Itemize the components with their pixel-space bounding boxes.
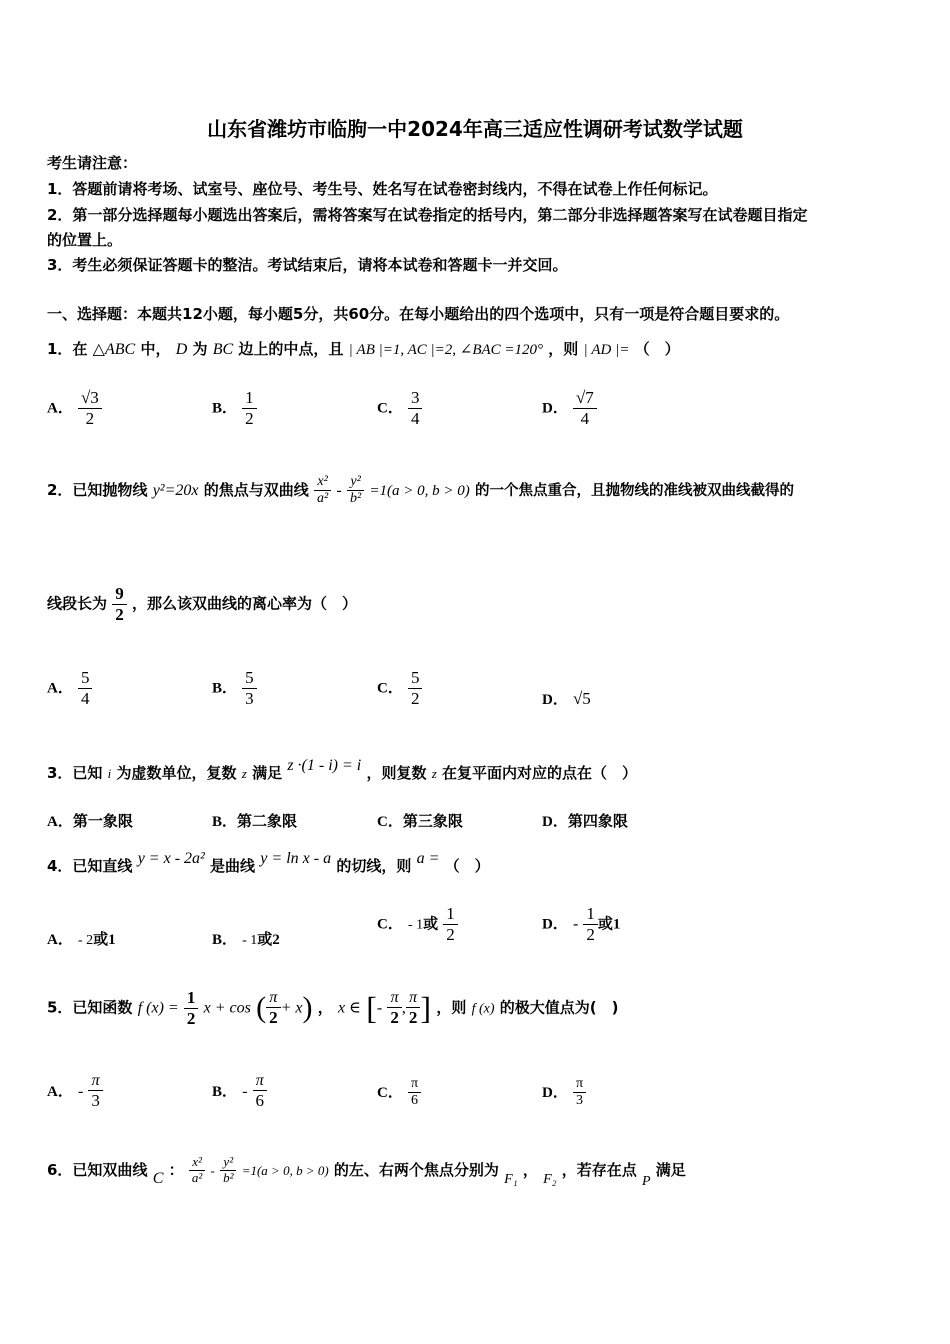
option-tail: 或1 [597, 916, 621, 933]
bracket-left-icon: [ [366, 989, 377, 1026]
option-value: √5 [572, 689, 591, 708]
q4-option-c[interactable] [377, 904, 458, 944]
q5-option-a[interactable] [47, 1072, 103, 1111]
question-5 [47, 988, 618, 1028]
comma: , [401, 999, 406, 1017]
minus: - [572, 915, 579, 933]
fraction: $\frac{√3}{2}$ [78, 388, 102, 428]
q6-f2: F₂ [543, 1171, 557, 1187]
q1-triangle: △ABC [92, 341, 136, 358]
q5-text: ，则 [436, 998, 467, 1017]
q2-text: 的一个焦点重合，且抛物线的准线被双曲线截得的 [475, 483, 794, 500]
bracket-right-icon: ] [420, 989, 432, 1026]
q3-option-c[interactable]: C．第三象限 [377, 814, 463, 830]
q5-text: ， [317, 998, 333, 1017]
q5-fx: f (x) [471, 1001, 495, 1017]
q4-option-b[interactable] [212, 928, 280, 949]
q1-text: ，则 [548, 340, 579, 358]
q5-plus-x: + x [280, 999, 303, 1017]
q2-option-d[interactable] [542, 688, 591, 709]
fraction: $\frac{\pi}{3}$ [573, 1076, 586, 1109]
q5-x-in: x ∈ [338, 999, 361, 1017]
q2-option-c[interactable] [377, 668, 422, 708]
notice-heading: 考生请注意： [47, 154, 138, 172]
q2-option-b[interactable] [212, 668, 257, 708]
q4-a-equals: a = [416, 850, 440, 867]
minus: - [210, 1162, 215, 1178]
q1-segment-bc: BC [212, 341, 234, 358]
q3-text: 为虚数单位，复数 [116, 764, 237, 782]
option-label: A． [47, 1083, 73, 1100]
question-3 [47, 757, 638, 783]
option-tail: 或 [423, 916, 439, 933]
option-value: - 1 [407, 917, 424, 933]
q4-text: 是曲线 [210, 857, 256, 875]
fraction: $\frac{1}{2}$ [583, 904, 598, 944]
fraction: $\frac{1}{2}$ [242, 388, 257, 428]
option-label: B． [212, 680, 238, 697]
paren-left-icon: ( [256, 991, 267, 1025]
notice-item-3: 3．考生必须保证答题卡的整洁。考试结束后，请将本试卷和答题卡一并交回。 [47, 256, 568, 274]
q2-text: 2．已知抛物线 [47, 481, 148, 500]
q5-text: 5．已知函数 [47, 998, 133, 1017]
q2-text: ，那么该双曲线的离心率为（ ） [131, 594, 357, 613]
q6-text: ， [522, 1160, 538, 1179]
paren-right-icon: ) [302, 991, 313, 1025]
option-label: A． [47, 932, 73, 948]
q5-option-c[interactable] [377, 1076, 421, 1109]
fraction: $\frac{\text{y²}}{\text{b²}}$ [347, 474, 364, 507]
fraction: $\frac{1}{2}$ [184, 988, 199, 1028]
fraction: $\frac{\pi}{6}$ [253, 1072, 268, 1111]
q1-number: 1．在 [47, 340, 88, 358]
q1-option-a[interactable] [47, 388, 102, 428]
q4-paren: （ ） [444, 857, 490, 875]
q3-option-d[interactable]: D．第四象限 [542, 814, 628, 830]
q4-option-a[interactable] [47, 928, 116, 949]
q3-text: 在复平面内对应的点在（ ） [442, 764, 638, 782]
fraction: $\frac{\pi}{2}$ [387, 989, 402, 1028]
q3-text: 3．已知 [47, 764, 103, 782]
q1-point-d: D [175, 341, 188, 358]
q1-text: 边上的中点，且 [238, 340, 344, 358]
q3-option-b[interactable]: B．第二象限 [212, 814, 298, 830]
q6-text: 6．已知双曲线 [47, 1160, 148, 1179]
fraction: $\frac{1}{2}$ [443, 904, 458, 944]
fraction: $\frac{\text{y²}}{\text{b²}}$ [220, 1155, 236, 1186]
question-4 [47, 850, 490, 876]
q1-text: 中， [140, 340, 171, 358]
q4-line-equation: y = x - 2a² [137, 850, 205, 867]
q3-text: 满足 [252, 764, 283, 782]
q3-option-a[interactable]: A．第一象限 [47, 814, 133, 830]
option-label: D． [542, 1085, 568, 1102]
q6-text: ： [168, 1160, 184, 1179]
q1-option-c[interactable] [377, 388, 422, 428]
option-label: C． [377, 1085, 403, 1102]
q6-point-p: P [641, 1173, 651, 1189]
option-label: B． [212, 400, 238, 417]
q5-option-d[interactable] [542, 1076, 586, 1109]
q4-option-d[interactable] [542, 904, 620, 944]
q2-text: 线段长为 [47, 594, 108, 613]
q5-fx: f (x) = [137, 999, 179, 1017]
q5-text: 的极大值点为( ) [499, 998, 619, 1017]
q6-text: 满足 [655, 1160, 686, 1179]
q3-text: ，则复数 [366, 764, 427, 782]
option-label: C． [377, 680, 403, 697]
fraction: $\frac{5}{4}$ [78, 668, 93, 708]
fraction: $\frac{\pi}{6}$ [408, 1076, 421, 1109]
q3-equation: z ·(1 - i) = i [287, 757, 362, 774]
section-heading: 一、选择题：本题共12小题，每小题5分，共60分。在每小题给出的四个选项中，只有一项是符合题目要求的。 [47, 305, 790, 323]
option-label: A． [47, 680, 73, 697]
q1-ad: | AD |= [583, 342, 630, 358]
q4-text: 的切线，则 [336, 857, 412, 875]
q2-option-a[interactable] [47, 668, 92, 708]
q3-z: z [431, 766, 437, 781]
option-value: - 1 [242, 933, 258, 948]
fraction: $\frac{\text{x²}}{\text{a²}}$ [189, 1155, 205, 1186]
q4-text: 4．已知直线 [47, 857, 133, 875]
q5-option-b[interactable] [212, 1072, 267, 1111]
fraction: $\frac{\text{x²}}{\text{a²}}$ [314, 474, 331, 507]
question-1 [47, 338, 680, 359]
option-label: C． [377, 400, 403, 417]
q2-text: 的焦点与双曲线 [203, 481, 309, 500]
minus: - [77, 1082, 84, 1100]
notice-item-1: 1．答题前请将考场、试室号、座位号、考生号、姓名写在试卷密封线内，不得在试卷上作任何标记。 [47, 180, 718, 198]
minus: - [376, 999, 383, 1017]
fraction: $\frac{√7}{4}$ [573, 388, 597, 428]
q1-condition: | AB |=1, AC |=2, ∠BAC =120° [348, 342, 544, 358]
option-label: D． [542, 916, 568, 933]
question-6 [47, 1154, 686, 1189]
fraction: $\frac{\pi}{3}$ [88, 1072, 103, 1111]
q5-cos: x + cos [203, 999, 251, 1017]
fraction: $\frac{\pi}{2}$ [406, 989, 421, 1028]
q3-z: z [241, 766, 247, 781]
option-label: B． [212, 932, 238, 948]
q6-text: ，若存在点 [561, 1160, 637, 1179]
minus: - [242, 1082, 248, 1100]
q6-curve-c: C [152, 1169, 164, 1187]
question-2 [47, 474, 794, 507]
notice-item-2-cont: 的位置上。 [47, 231, 123, 249]
option-label: A． [47, 400, 73, 417]
q6-condition: =1(a > 0, b > 0) [241, 1162, 329, 1178]
fraction: $\frac{5}{3}$ [242, 668, 257, 708]
fraction: $\frac{5}{2}$ [408, 668, 423, 708]
option-label: C． [377, 916, 403, 933]
question-2-cont [47, 584, 357, 624]
option-tail: 或1 [93, 932, 116, 948]
fraction: $\frac{3}{4}$ [408, 388, 423, 428]
option-label: D． [542, 400, 568, 417]
option-tail: 或2 [257, 932, 280, 948]
option-value: - 2 [77, 933, 94, 948]
q3-i: i [107, 766, 112, 781]
fraction: $\frac{\pi}{2}$ [266, 989, 281, 1028]
q1-paren: （ ） [634, 340, 680, 358]
q1-option-b[interactable] [212, 388, 257, 428]
fraction: $\frac{9}{2}$ [112, 584, 127, 624]
q6-text: 的左、右两个焦点分别为 [333, 1160, 499, 1179]
option-label: D． [542, 692, 568, 708]
q6-f1: F₁ [504, 1171, 518, 1187]
page-title: 山东省潍坊市临朐一中2024年高三适应性调研考试数学试题 [207, 117, 743, 141]
q4-curve-equation: y = ln x - a [260, 850, 332, 867]
option-label: B． [212, 1083, 238, 1100]
q1-option-d[interactable] [542, 388, 597, 428]
q2-condition: =1(a > 0, b > 0) [369, 483, 470, 500]
minus: - [336, 482, 342, 500]
q2-parabola: y²=20x [152, 482, 199, 500]
q1-text: 为 [192, 340, 208, 358]
notice-item-2: 2．第一部分选择题每小题选出答案后，需将答案写在试卷指定的括号内，第二部分非选择题答案写在试卷题目指定 [47, 206, 808, 224]
